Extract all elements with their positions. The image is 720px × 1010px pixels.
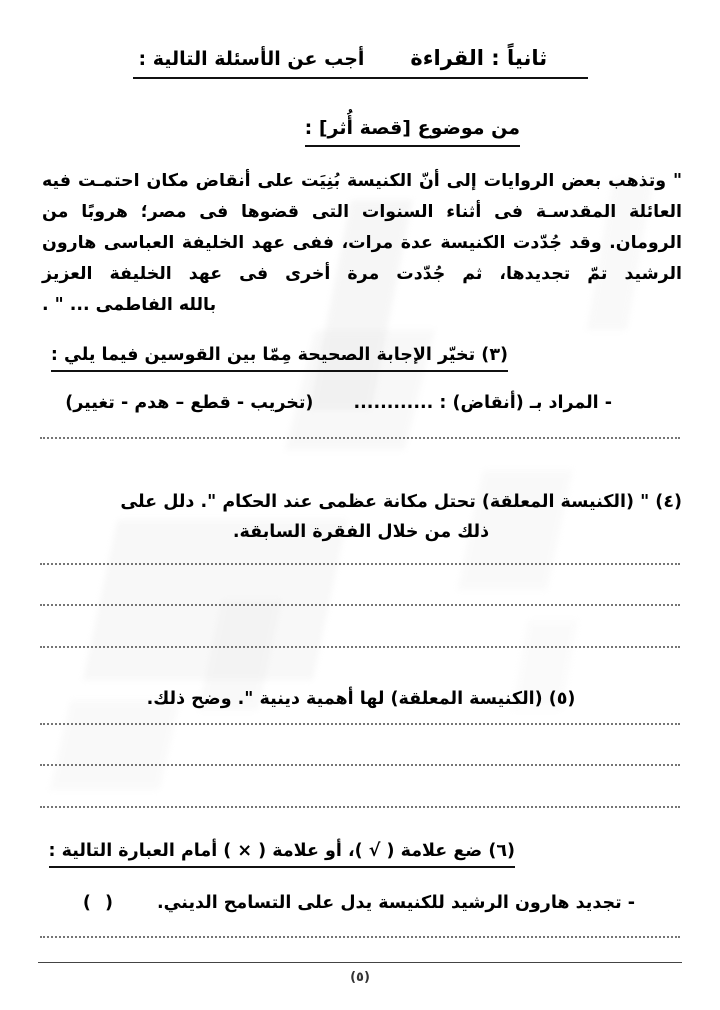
answer-line[interactable] — [40, 604, 680, 606]
question-3-item-text: - المراد بـ (أنقاض) : — [439, 393, 612, 413]
reading-passage — [42, 166, 682, 321]
passage-line-2: احتمـت فيه العائلة المقدسـة فى أثناء السنوات التى قضوها فى مصر؛ هروبًا — [42, 171, 682, 222]
answer-line[interactable] — [40, 764, 680, 766]
answer-line[interactable] — [40, 806, 680, 808]
question-5-prompt: (٥) (الكنيسة المعلقة) لها أهمية دينية ". وضح ذلك. — [146, 689, 576, 709]
question-4-line-2: ذلك من خلال الفقرة السابقة. — [232, 522, 490, 542]
question-3-prompt: (٣) تخيّر الإجابة الصحيحة مِمّا بين القوسين فيما يلي : — [51, 345, 508, 372]
question-6-answer-box[interactable]: ( ) — [82, 893, 117, 913]
passage-line-3: من الرومان. وقد جُدّدت الكنيسة عدة مرات، ففى عهد الخليفة العباسى — [42, 202, 682, 253]
answer-line[interactable] — [40, 437, 680, 439]
footer-divider — [38, 962, 682, 963]
question-3-choices: (تخريب - قطع – هدم - تغيير) — [65, 393, 314, 413]
question-6-statement: - تجديد هارون الرشيد للكنيسة يدل على التسامح الديني. — [156, 893, 635, 913]
question-6-item — [40, 888, 635, 918]
passage-line-5: بالله الفاطمى ... " . — [42, 295, 217, 315]
answer-line[interactable] — [40, 936, 680, 938]
question-4-prompt — [40, 487, 682, 547]
page-number: (٥) — [350, 970, 370, 985]
passage-line-4: هارون الرشيد تمّ تجديدها، ثم جُدّدت مرة أخرى فى عهد الخليفة العزيز — [42, 233, 682, 284]
answer-line[interactable] — [40, 646, 680, 648]
question-3-blank[interactable]: ............ — [353, 393, 434, 413]
passage-line-1: " وتذهب بعض الروايات إلى أنّ الكنيسة بُنِيَت على أنقاض مكان — [146, 171, 683, 191]
section-header — [133, 46, 588, 79]
answer-line[interactable] — [40, 723, 680, 725]
answer-line[interactable] — [40, 563, 680, 565]
section-instruction: أجب عن الأسئلة التالية : — [138, 48, 365, 70]
section-label: ثانياً : القراءة — [410, 46, 548, 70]
question-6-prompt: (٦) ضع علامة ( √ )، أو علامة ( × ) أمام العبارة التالية : — [49, 841, 515, 868]
passage-source-heading: من موضوع [قصة أُثر] : — [305, 117, 520, 147]
question-4-line-1: (٤) " (الكنيسة المعلقة) تحتل مكانة عظمى عند الحكام ". دلل على — [120, 492, 682, 512]
question-3-item — [40, 388, 612, 418]
